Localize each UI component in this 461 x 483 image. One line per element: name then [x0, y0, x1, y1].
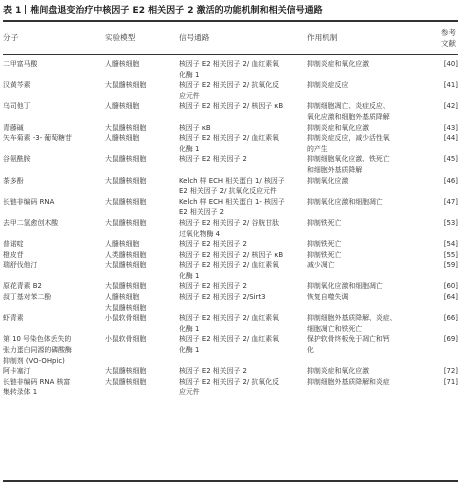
- cell-model: 小鼠软骨细胞: [105, 335, 147, 344]
- cell-molecule: 矢车菊素 -3- 葡萄糖苷: [3, 134, 72, 143]
- cell-model: 小鼠软骨细胞: [105, 314, 147, 323]
- table-row: [3, 123, 458, 134]
- cell-ref: [64]: [443, 293, 458, 302]
- cell-molecule: 汉黄芩素: [3, 81, 31, 90]
- cell-ref: [40]: [443, 60, 458, 68]
- cell-molecule: 谷氨酰胺: [3, 155, 31, 164]
- cell-mechanism: 抑制铁死亡: [307, 218, 342, 227]
- cell-ref: [54]: [443, 240, 458, 249]
- cell-mechanism: 抑制细胞外基质降解和炎症: [307, 377, 390, 386]
- table-caption: 椎间盘退变治疗中核因子 E2 相关因子 2 激活的功能机制和相关信号通路: [30, 6, 323, 16]
- cell-ref: [53]: [443, 218, 458, 227]
- cell-mechanism: 抑制炎症和氧化应激: [307, 60, 370, 68]
- cell-mechanism: 保护软骨终板免于凋亡和钙 化: [307, 335, 390, 355]
- cell-mechanism: 抑制炎症反应，减少活性氧 的产生: [307, 134, 390, 153]
- cell-pathway: 核因子 E2 相关因子 2/ 血红素氧 化酶 1: [179, 134, 280, 153]
- cell-mechanism: 减少凋亡: [307, 261, 335, 270]
- cell-mechanism: 抑制铁死亡: [307, 240, 342, 249]
- cell-ref: [66]: [443, 314, 458, 323]
- cell-pathway: 核因子 E2 相关因子 2/ 血红素氧 化酶 1: [179, 335, 280, 355]
- cell-ref: [46]: [443, 176, 458, 185]
- cell-molecule: 原花青素 B2: [3, 282, 42, 291]
- cell-molecule: 青藤碱: [3, 123, 24, 132]
- cell-mechanism: 恢复自噬失调: [307, 293, 349, 302]
- cell-model: 大鼠髓核细胞: [105, 377, 147, 386]
- cell-ref: [44]: [443, 134, 458, 143]
- header-pathway: 信号通路: [179, 33, 210, 42]
- header-model: 实验模型: [105, 33, 136, 42]
- cell-ref: [41]: [443, 81, 458, 90]
- header-mechanism: 作用机制: [307, 33, 338, 42]
- table-row: [3, 59, 458, 80]
- table-row: [3, 176, 458, 197]
- cell-ref: [59]: [443, 261, 458, 270]
- cell-ref: [43]: [443, 123, 458, 132]
- header-ref: 参考 文献: [440, 28, 456, 48]
- cell-model: 人髓核细胞 大鼠髓核细胞: [105, 293, 147, 312]
- table-row: [3, 366, 458, 377]
- cell-ref: [45]: [443, 155, 458, 164]
- cell-ref: [55]: [443, 250, 458, 259]
- cell-model: 人类髓核细胞: [105, 250, 147, 259]
- header-rule: [3, 54, 458, 55]
- cell-molecule: 叔丁基对苯二酚: [3, 293, 52, 302]
- cell-molecule: 橙皮苷: [3, 250, 24, 259]
- cell-model: 人髓核细胞: [105, 60, 140, 68]
- cell-model: 大鼠髓核细胞: [105, 261, 147, 270]
- cell-pathway: 核因子 κB: [179, 123, 211, 132]
- cell-pathway: 核因子 E2 相关因子 2/ 抗氧化反 应元件: [179, 81, 280, 100]
- cell-pathway: 核因子 E2 相关因子 2/ 核因子 κB: [179, 250, 284, 259]
- table-row: [3, 197, 458, 218]
- top-rule: [3, 20, 458, 22]
- cell-pathway: 核因子 E2 相关因子 2/ 血红素氧 化酶 1: [179, 60, 280, 79]
- cell-molecule: 虾青素: [3, 314, 24, 323]
- table-row: [3, 133, 458, 154]
- table-row: [3, 80, 458, 101]
- header-molecule: 分子: [3, 33, 19, 42]
- cell-pathway: Kelch 样 ECH 相关蛋白 1- 核因子 E2 相关因子 2: [179, 197, 285, 217]
- cell-molecule: 乌司他丁: [3, 102, 31, 111]
- cell-pathway: 核因子 E2 相关因子 2: [179, 367, 247, 376]
- cell-ref: [47]: [443, 197, 458, 206]
- cell-ref: [72]: [443, 367, 458, 376]
- cell-ref: [42]: [443, 102, 458, 111]
- cell-pathway: 核因子 E2 相关因子 2/ 血红素氧 化酶 1: [179, 261, 280, 280]
- cell-model: 大鼠髓核细胞: [105, 155, 147, 164]
- table-title: [3, 3, 459, 19]
- cell-ref: [60]: [443, 282, 458, 291]
- cell-ref: [71]: [443, 377, 458, 386]
- table-row: [3, 313, 458, 334]
- cell-mechanism: 抑制炎症和氧化应激: [307, 123, 370, 132]
- cell-molecule: 阿卡塞汀: [3, 367, 31, 376]
- title-separator: [25, 5, 26, 14]
- cell-ref: [69]: [443, 335, 458, 344]
- table-row: [3, 239, 458, 250]
- cell-model: 大鼠髓核细胞: [105, 176, 147, 185]
- cell-model: 人髓核细胞: [105, 240, 140, 249]
- table-body: [3, 59, 458, 398]
- cell-pathway: 核因子 E2 相关因子 2/ 谷胱甘肽 过氧化物酶 4: [179, 218, 280, 238]
- cell-pathway: 核因子 E2 相关因子 2/Sirt3: [179, 293, 266, 302]
- table-row: [3, 218, 458, 239]
- table-row: [3, 260, 458, 281]
- cell-molecule: 瑞舒伐他汀: [3, 261, 38, 270]
- table-row: [3, 250, 458, 261]
- cell-mechanism: 抑制铁死亡: [307, 250, 342, 259]
- cell-mechanism: 抑制炎症反应: [307, 81, 349, 90]
- cell-model: 人髓核细胞: [105, 134, 140, 143]
- cell-mechanism: 抑制氧化应激和细胞凋亡: [307, 197, 383, 206]
- cell-mechanism: 抑制细胞外基质降解、炎症、 细胞凋亡和铁死亡: [307, 314, 397, 333]
- cell-model: 大鼠髓核细胞: [105, 123, 147, 132]
- cell-molecule: 茶多酚: [3, 176, 24, 185]
- cell-model: 大鼠髓核细胞: [105, 81, 147, 90]
- cell-pathway: 核因子 E2 相关因子 2: [179, 155, 247, 164]
- cell-molecule: 长链非编码 RNA: [3, 197, 55, 206]
- cell-model: 大鼠髓核细胞: [105, 197, 147, 206]
- cell-pathway: Kelch 样 ECH 相关蛋白 1/ 核因子 E2 相关因子 2/ 抗氧化反应元件: [179, 176, 285, 196]
- data-table: [3, 59, 458, 398]
- table-number: 表 1: [3, 6, 22, 16]
- cell-model: 人髓核细胞: [105, 102, 140, 111]
- table-row: [3, 377, 458, 398]
- cell-molecule: 普诺啶: [3, 240, 24, 249]
- cell-model: 大鼠髓核细胞: [105, 282, 147, 291]
- cell-molecule: 第 10 号染色体丢失的 张力蛋白同源的磷酸酶 抑制剂 (VO-OHpic): [3, 335, 72, 365]
- cell-pathway: 核因子 E2 相关因子 2/ 血红素氧 化酶 1: [179, 314, 280, 333]
- table-row: [3, 154, 458, 175]
- cell-pathway: 核因子 E2 相关因子 2: [179, 282, 247, 291]
- cell-mechanism: 抑制氧化应激: [307, 176, 349, 185]
- cell-mechanism: 抑制细胞凋亡、炎症反应、 氧化应激和细胞外基质降解: [307, 102, 390, 121]
- cell-pathway: 核因子 E2 相关因子 2/ 核因子 κB: [179, 102, 284, 111]
- table-row: [3, 281, 458, 292]
- cell-pathway: 核因子 E2 相关因子 2/ 抗氧化反 应元件: [179, 377, 280, 397]
- cell-mechanism: 抑制氧化应激和细胞凋亡: [307, 282, 383, 291]
- bottom-rule: [3, 480, 458, 482]
- table-row: [3, 101, 458, 122]
- cell-molecule: 去甲二氢愈创木酸: [3, 218, 59, 227]
- cell-pathway: 核因子 E2 相关因子 2: [179, 240, 247, 249]
- table-row: [3, 334, 458, 366]
- cell-model: 大鼠髓核细胞: [105, 367, 147, 376]
- cell-mechanism: 抑制炎症和氧化应激: [307, 367, 370, 376]
- table-row: [3, 292, 458, 313]
- cell-model: 大鼠髓核细胞: [105, 218, 147, 227]
- cell-molecule: 长链非编码 RNA 核富 集转录体 1: [3, 377, 71, 397]
- cell-mechanism: 抑制细胞氧化应激、铁死亡 和细胞外基质降解: [307, 155, 390, 174]
- cell-molecule: 二甲富马酸: [3, 60, 38, 68]
